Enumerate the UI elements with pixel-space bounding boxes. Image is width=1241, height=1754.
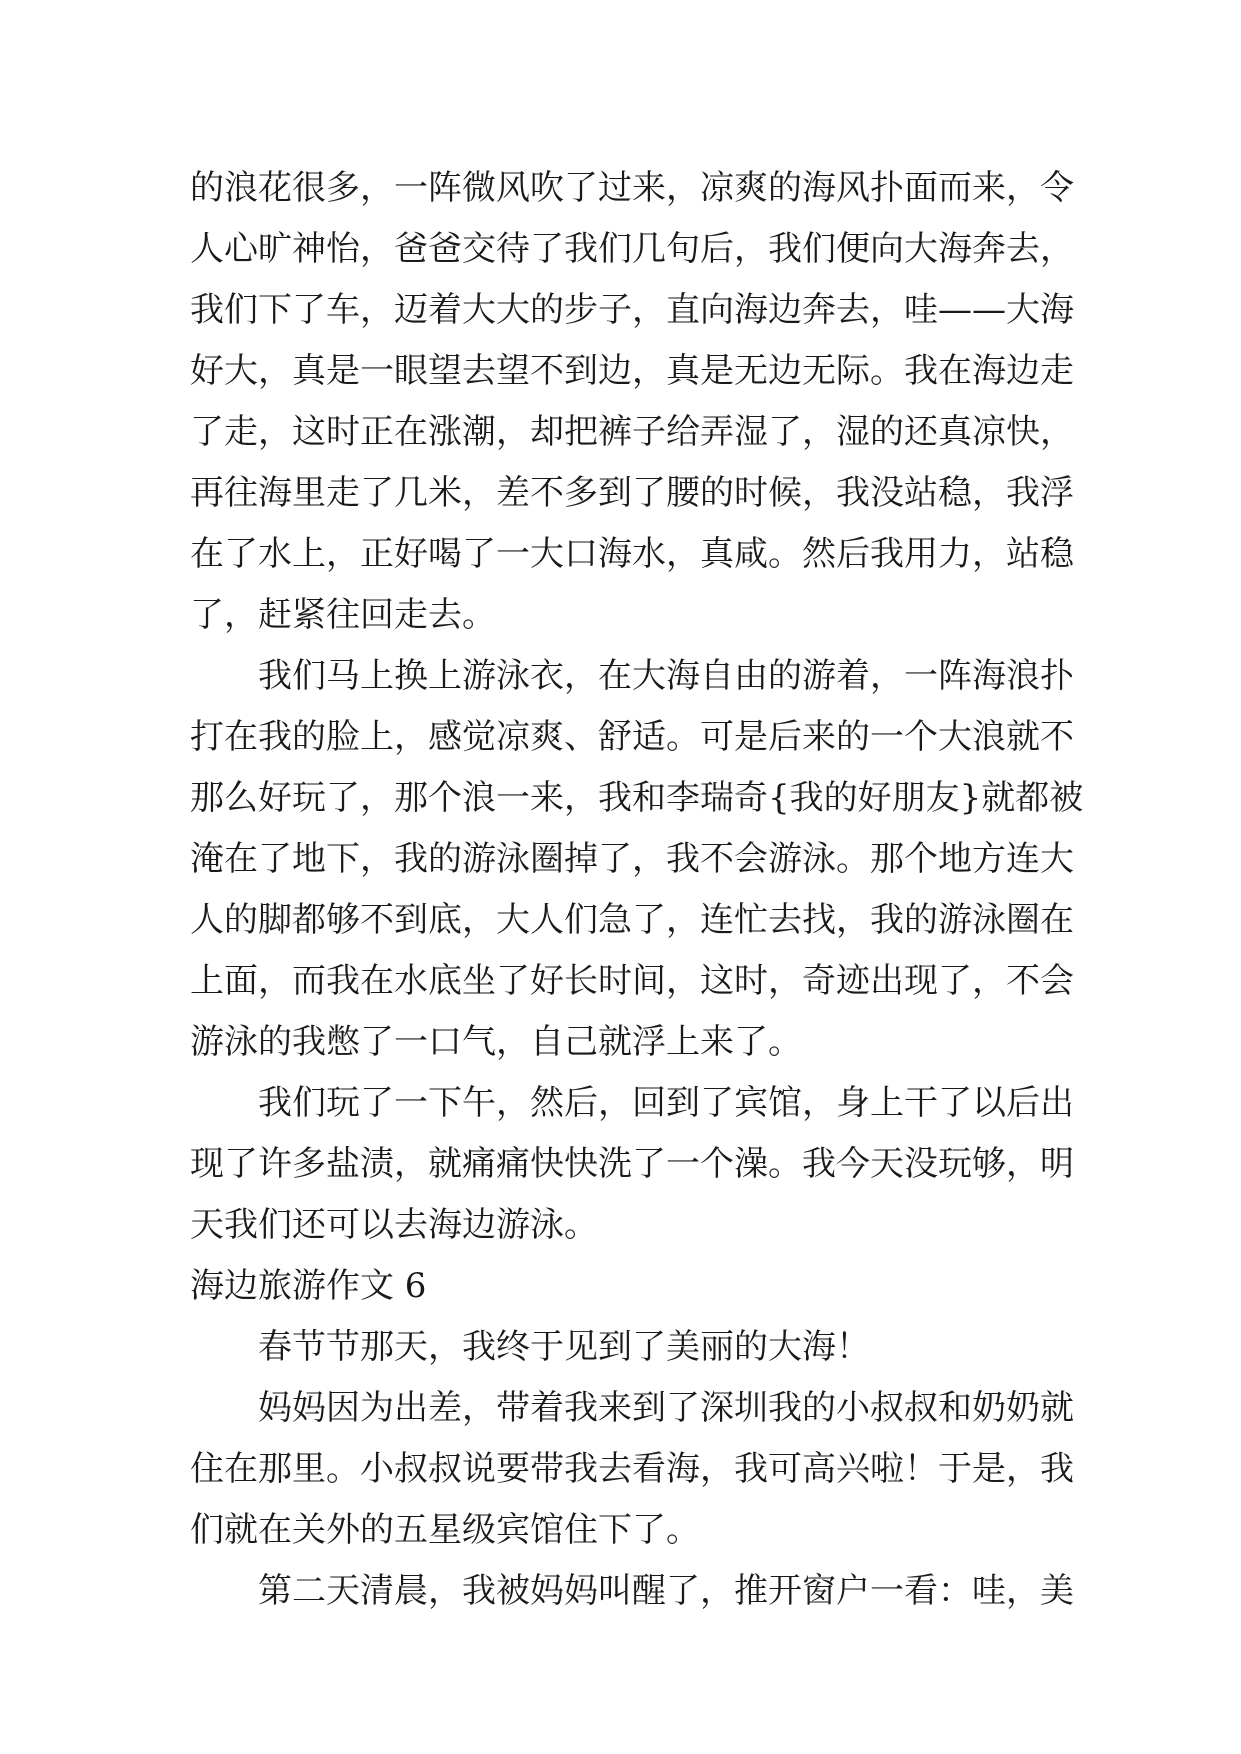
text-line: 游泳的我憋了一口气，自己就浮上来了。 [190, 1022, 802, 1062]
document-body [190, 158, 1084, 1622]
text-line: 天我们还可以去海边游泳。 [190, 1205, 598, 1245]
text-line: 的浪花很多，一阵微风吹了过来，凉爽的海风扑面而来，令 [190, 168, 1074, 208]
text-line: 好大，真是一眼望去望不到边，真是无边无际。我在海边走 [190, 351, 1074, 391]
text-line: 住在那里。小叔叔说要带我去看海，我可高兴啦！于是，我 [190, 1449, 1074, 1489]
text-line: 上面，而我在水底坐了好长时间，这时，奇迹出现了，不会 [190, 961, 1074, 1001]
text-line: 妈妈因为出差，带着我来到了深圳我的小叔叔和奶奶就 [258, 1388, 1074, 1428]
heading-text: 海边旅游作文 6 [190, 1266, 427, 1306]
text-line: 人的脚都够不到底，大人们急了，连忙去找，我的游泳圈在 [190, 900, 1074, 940]
text-line: 现了许多盐渍，就痛痛快快洗了一个澡。我今天没玩够，明 [190, 1144, 1074, 1184]
paragraph [190, 1378, 1074, 1561]
paragraph [190, 646, 1084, 1073]
text-line: 春节节那天，我终于见到了美丽的大海！ [258, 1327, 870, 1367]
text-line: 我们马上换上游泳衣，在大海自由的游着，一阵海浪扑 [258, 656, 1074, 696]
paragraph [190, 1317, 1070, 1378]
section-heading [190, 1256, 1070, 1317]
text-line: 再往海里走了几米，差不多到了腰的时候，我没站稳，我浮 [190, 473, 1074, 513]
text-line: 了，赶紧往回走去。 [190, 595, 496, 635]
text-line: 那么好玩了，那个浪一来，我和李瑞奇{我的好朋友}就都被 [190, 778, 1084, 818]
text-line: 了走，这时正在涨潮，却把裤子给弄湿了，湿的还真凉快， [190, 412, 1074, 452]
text-line: 人心旷神怡，爸爸交待了我们几句后，我们便向大海奔去， [190, 229, 1074, 269]
text-line: 在了水上，正好喝了一大口海水，真咸。然后我用力，站稳 [190, 534, 1074, 574]
paragraph [190, 1073, 1074, 1256]
paragraph [190, 1561, 1074, 1622]
text-line: 我们玩了一下午，然后，回到了宾馆，身上干了以后出 [258, 1083, 1074, 1123]
text-line: 我们下了车，迈着大大的步子，直向海边奔去，哇——大海 [190, 290, 1074, 330]
text-line: 们就在关外的五星级宾馆住下了。 [190, 1510, 700, 1550]
text-line: 淹在了地下，我的游泳圈掉了，我不会游泳。那个地方连大 [190, 839, 1074, 879]
paragraph [190, 158, 1074, 646]
text-line: 打在我的脸上，感觉凉爽、舒适。可是后来的一个大浪就不 [190, 717, 1074, 757]
text-line: 第二天清晨，我被妈妈叫醒了，推开窗户一看：哇，美 [258, 1571, 1074, 1611]
